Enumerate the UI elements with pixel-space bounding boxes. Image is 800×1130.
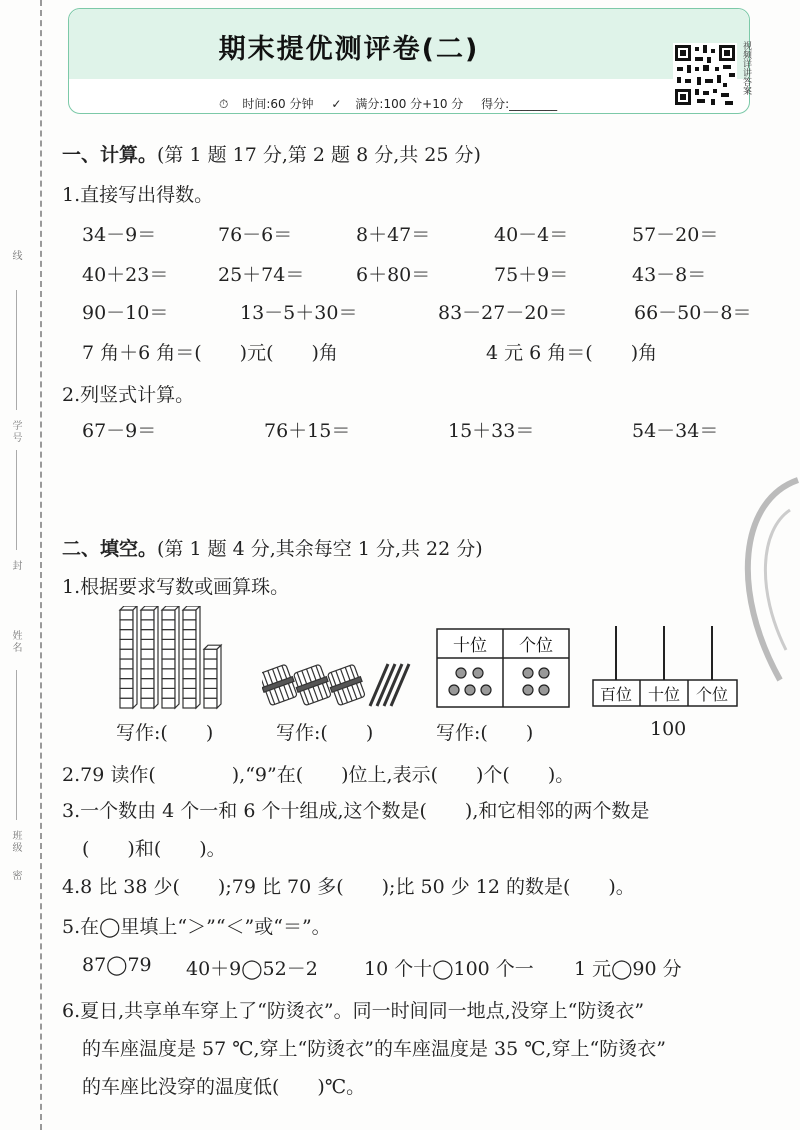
margin-label-name: 姓名	[10, 630, 21, 654]
calc-item: 75＋9＝	[494, 264, 569, 286]
tens-header: 十位	[453, 636, 487, 656]
question-2-3b: ( )和( )。	[82, 838, 226, 860]
calc-item: 40＋23＝	[82, 264, 169, 286]
clock-icon: ⏱	[219, 97, 229, 111]
qr-code-icon[interactable]	[673, 43, 737, 107]
question-2-2: 2.79 读作( ),“9”在( )位上,表示( )个( )。	[62, 764, 575, 786]
unit-cube	[204, 688, 217, 698]
unit-cube	[162, 630, 175, 640]
question-2-3a: 3.一个数由 4 个一和 6 个十组成,这个数是( ),和它相邻的两个数是	[62, 800, 650, 822]
unit-cube	[204, 649, 217, 659]
unit-cube-stacks-figure	[116, 606, 228, 716]
margin-label-class: 班级	[10, 830, 21, 854]
write-answer-1: 写作:( )	[116, 722, 214, 744]
margin-label-id: 学号	[10, 420, 21, 444]
ones-counter	[539, 685, 549, 695]
unit-cube	[183, 620, 196, 630]
section-2-heading	[62, 534, 483, 561]
calc-item: 8＋47＝	[356, 224, 431, 246]
stick-bundles-figure	[262, 656, 412, 714]
unit-cube	[183, 659, 196, 669]
unit-cube	[162, 669, 175, 679]
unit-cube	[204, 669, 217, 679]
unit-cube	[183, 610, 196, 620]
calc-item: 13－5＋30＝	[240, 302, 358, 324]
unit-cube	[162, 698, 175, 708]
question-2-4: 4.8 比 38 少( );79 比 70 多( );比 50 少 12 的数是( )。	[62, 876, 635, 898]
unit-cube	[141, 679, 154, 689]
unit-cube	[204, 698, 217, 708]
question-2-6b: 的车座温度是 57 ℃,穿上“防烫衣”的车座温度是 35 ℃,穿上“防烫衣”	[82, 1038, 666, 1060]
unit-cube	[183, 630, 196, 640]
compare-item: 40＋9◯52－2	[186, 958, 318, 980]
unit-cube	[162, 649, 175, 659]
unit-cube	[162, 620, 175, 630]
question-2-5: 5.在◯里填上“＞”“＜”或“＝”。	[62, 916, 331, 938]
tens-counter	[473, 668, 483, 678]
ones-counter	[539, 668, 549, 678]
compare-item: 1 元◯90 分	[574, 958, 682, 980]
calc-item: 83－27－20＝	[438, 302, 568, 324]
calc-item: 25＋74＝	[218, 264, 305, 286]
compare-item: 87◯79	[82, 954, 152, 976]
margin-rule	[16, 670, 17, 820]
score-field: 得分:________	[481, 97, 558, 111]
unit-cube	[120, 610, 133, 620]
tens-counter	[456, 668, 466, 678]
margin-label-secret: 密	[10, 870, 21, 882]
question-1-2: 2.列竖式计算。	[62, 384, 195, 406]
unit-cube	[120, 659, 133, 669]
section-1-heading	[62, 140, 481, 167]
ones-counter	[523, 668, 533, 678]
vertical-calc-item: 54－34＝	[632, 420, 719, 442]
unit-cube	[162, 679, 175, 689]
question-2-6c: 的车座比没穿的温度低( )℃。	[82, 1076, 366, 1098]
unit-cube	[141, 669, 154, 679]
calc-item: 66－50－8＝	[634, 302, 752, 324]
calc-item: 34－9＝	[82, 224, 157, 246]
unit-cube	[120, 639, 133, 649]
binding-line	[40, 0, 42, 1130]
time-limit: 时间:60 分钟	[242, 97, 314, 111]
vertical-calc-item: 67－9＝	[82, 420, 157, 442]
calc-item: 57－20＝	[632, 224, 719, 246]
question-1-1: 1.直接写出得数。	[62, 184, 214, 206]
money-item: 7 角＋6 角＝( )元( )角	[82, 342, 338, 364]
unit-cube	[141, 610, 154, 620]
margin-rule	[16, 450, 17, 550]
money-item: 4 元 6 角＝( )角	[486, 342, 658, 364]
calc-item: 40－4＝	[494, 224, 569, 246]
cube-side	[154, 606, 158, 708]
cube-side	[133, 606, 137, 708]
vertical-calc-item: 76＋15＝	[264, 420, 351, 442]
margin-rule	[16, 290, 17, 410]
unit-cube	[141, 649, 154, 659]
write-answer-2: 写作:( )	[276, 722, 374, 744]
compare-item: 10 个十◯100 个一	[364, 958, 534, 980]
cube-side	[217, 645, 221, 708]
unit-cube	[120, 688, 133, 698]
abacus-label-ones: 个位	[695, 685, 729, 704]
full-score: 满分:100 分+10 分	[355, 97, 464, 111]
unit-cube	[120, 620, 133, 630]
question-2-1: 1.根据要求写数或画算珠。	[62, 576, 290, 598]
place-value-table	[436, 628, 570, 708]
unit-cube	[120, 649, 133, 659]
section-1-note: (第 1 题 17 分,第 2 题 8 分,共 25 分)	[157, 144, 481, 166]
header-panel	[68, 8, 750, 114]
cube-side	[175, 606, 179, 708]
ones-counter	[523, 685, 533, 695]
unit-cube	[120, 698, 133, 708]
unit-cube	[183, 688, 196, 698]
tens-counter	[481, 685, 491, 695]
abacus-label-tens: 十位	[647, 685, 681, 704]
abacus-figure	[592, 624, 738, 708]
unit-cube	[141, 688, 154, 698]
unit-cube	[120, 679, 133, 689]
unit-cube	[204, 659, 217, 669]
tens-counter	[449, 685, 459, 695]
unit-cube	[162, 639, 175, 649]
abacus-value: 100	[650, 718, 687, 740]
margin-label-line: 线	[10, 250, 21, 262]
unit-cube	[162, 610, 175, 620]
qr-caption: 视频详讲答案	[741, 41, 751, 95]
unit-cube	[120, 630, 133, 640]
section-2-note: (第 1 题 4 分,其余每空 1 分,共 22 分)	[157, 538, 483, 560]
unit-cube	[141, 630, 154, 640]
unit-cube	[183, 698, 196, 708]
cube-side	[196, 606, 200, 708]
abacus-label-hundreds: 百位	[599, 685, 633, 704]
unit-cube	[141, 659, 154, 669]
check-icon: ✓	[331, 97, 342, 111]
unit-cube	[183, 639, 196, 649]
unit-cube	[204, 679, 217, 689]
exam-meta	[219, 95, 571, 112]
calc-item: 43－8＝	[632, 264, 707, 286]
tens-counter	[465, 685, 475, 695]
unit-cube	[141, 639, 154, 649]
ones-header: 个位	[519, 636, 553, 656]
section-1-title: 一、计算。	[62, 144, 158, 166]
unit-cube	[141, 620, 154, 630]
page-title: 期末提优测评卷(二)	[218, 34, 480, 65]
calc-item: 76－6＝	[218, 224, 293, 246]
unit-cube	[162, 688, 175, 698]
question-2-6a: 6.夏日,共享单车穿上了“防烫衣”。同一时间同一地点,没穿上“防烫衣”	[62, 1000, 645, 1022]
unit-cube	[141, 698, 154, 708]
unit-cube	[183, 669, 196, 679]
section-2-title: 二、填空。	[62, 538, 158, 560]
calc-item: 90－10＝	[82, 302, 169, 324]
write-answer-3: 写作:( )	[436, 722, 534, 744]
unit-cube	[120, 669, 133, 679]
calc-item: 6＋80＝	[356, 264, 431, 286]
margin-label-seal: 封	[10, 560, 21, 572]
unit-cube	[183, 679, 196, 689]
unit-cube	[183, 649, 196, 659]
vertical-calc-item: 15＋33＝	[448, 420, 535, 442]
unit-cube	[162, 659, 175, 669]
